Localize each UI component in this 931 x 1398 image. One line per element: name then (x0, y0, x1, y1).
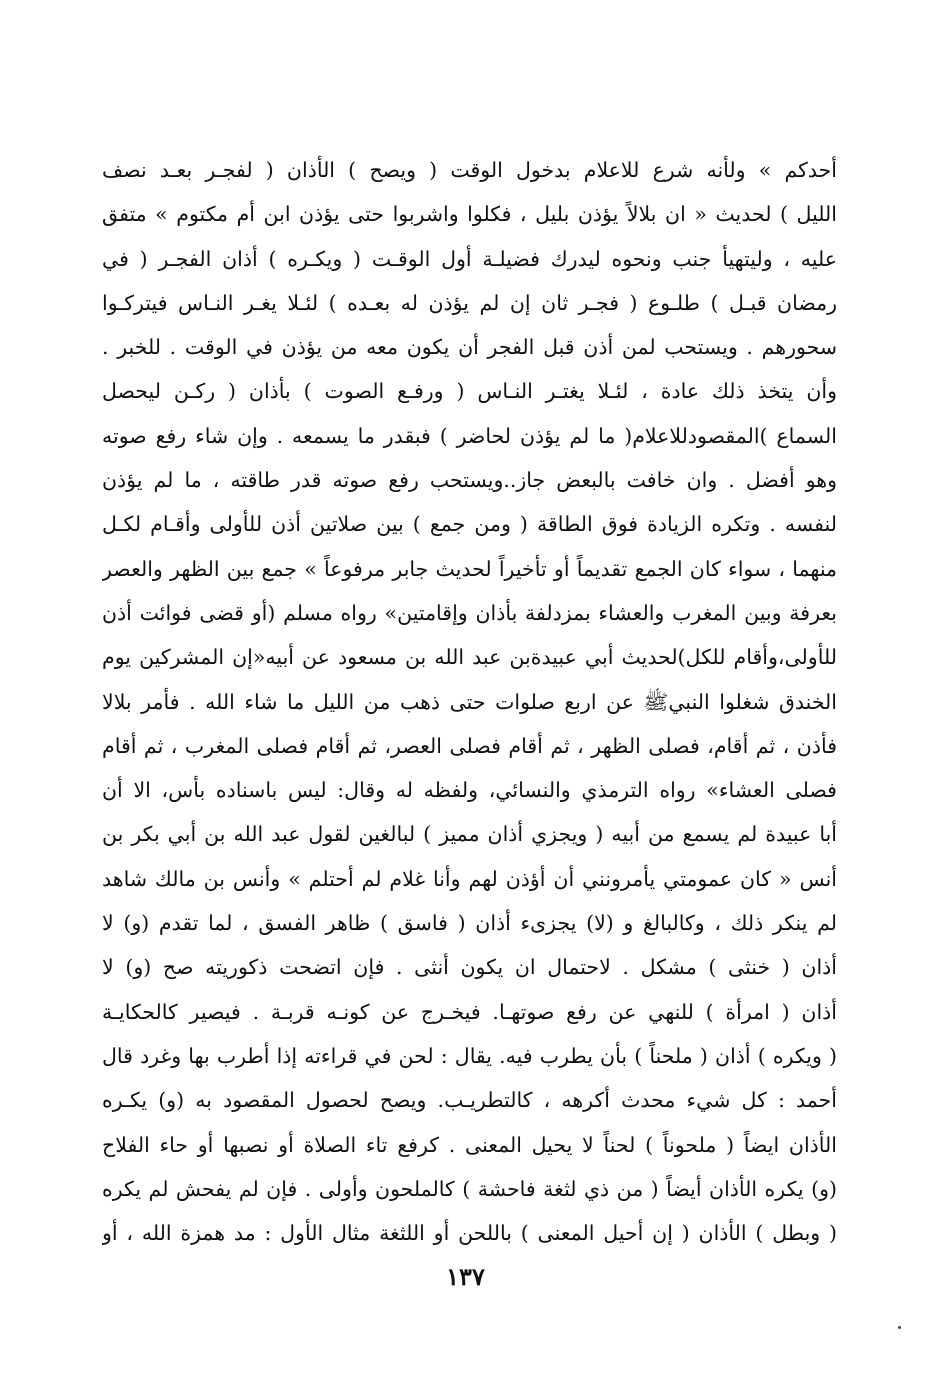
text-line: فصلى العشاء» رواه الترمذي والنسائي، ولفظه له وقال: ليس باسناده بأس، الا أن (102, 778, 837, 803)
text-line: وأن يتخذ ذلك عادة ، لئـلا يغتـر النـاس ( ورفـع الصوت ) بأذان ( ركـن ليحصل (102, 379, 837, 404)
text-line: ( ويكره ) أذان ( ملحناً ) بأن يطرب فيه. يقال : لحن في قراءته إذا أطرب بها وغرد قال (102, 1043, 837, 1068)
text-line: ( وبطل ) الأذان ( إن أحيل المعنى ) باللحن أو اللثغة مثال الأول : مد همزة الله ، أو (102, 1221, 837, 1246)
text-line: منهما ، سواء كان الجمع تقديماً أو تأخيراً لحديث جابر مرفوعاً » جمع بين الظهر والعصر (102, 556, 837, 581)
text-line: فأذن ، ثم أقام، فصلى الظهر ، ثم أقام فصلى العصر، ثم أقام فصلى المغرب ، ثم أقام (102, 733, 837, 758)
text-line: (و) يكره الأذان أيضاً ( من ذي لثغة فاحشة ) كالملحون وأولى . فإن لم يفحش لم يكره (102, 1176, 837, 1201)
text-line: رمضان قبـل ) طلـوع ( فجـر ثان إن لم يؤذن له بعـده ) لئـلا يغـر النـاس فيتركـوا (102, 290, 837, 315)
text-line: أنس « كان عمومتي يأمرونني أن أؤذن لهم وأنا غلام لم أحتلم » وأنس بن مالك شاهد (102, 866, 837, 891)
text-line: لم ينكر ذلك ، وكالبالغ و (لا) يجزىء أذان ( فاسق ) ظاهر الفسق ، لما تقدم (و) لا (102, 911, 837, 936)
text-line: بعرفة وبين المغرب والعشاء بمزدلفة بأذان وإقامتين» رواه مسلم (أو قضى فوائت أذن (102, 600, 837, 625)
text-line: أذان ( امرأة ) للنهي عن رفع صوتهـا. فيخـرج عن كونـه قربـة . فيصير كالحكايـة (102, 999, 837, 1024)
text-line: الليل ) لحديث « ان بلالاً يؤذن بليل ، فكلوا واشربوا حتى يؤذن ابن أم مكتوم » متفق (102, 202, 837, 227)
text-line: أذان ( خنثى ) مشكل . لاحتمال ان يكون أنثى . فإن اتضحت ذكوريته صح (و) لا (102, 955, 837, 980)
text-line: عليه ، وليتهيأ جنب ونحوه ليدرك فضيلـة أول الوقـت ( ويكـره ) أذان الفجـر ( في (102, 246, 837, 271)
scan-speck (898, 1326, 901, 1329)
text-line: وهو أفضل . وان خافت بالبعض جاز..ويستحب رفع صوته قدر طاقته ، ما لم يؤذن (102, 468, 837, 493)
text-line: الأذان ايضاً ( ملحوناً ) لحناً لا يحيل المعنى . كرفع تاء الصلاة أو نصبها أو حاء الفلاح (102, 1132, 837, 1157)
text-line: لنفسه . وتكره الزيادة فوق الطاقة ( ومن جمع ) بين صلاتين أذن للأولى وأقـام لكـل (102, 512, 837, 537)
text-line: السماع )المقصودللاعلام( ما لم يؤذن لحاضر ) فبقدر ما يسمعه . وإن شاء رفع صوته (102, 423, 837, 448)
text-line: أبا عبيدة لم يسمع من أبيه ( ويجزي أذان مميز ) لبالغين لقول عبد الله بن أبي بكر بن (102, 822, 837, 847)
text-line: أحدكم » ولأنه شرع للاعلام بدخول الوقت ( ويصح ) الأذان ( لفجـر بعـد نصف (102, 158, 837, 182)
text-line: الخندق شغلوا النبيﷺ عن اربع صلوات حتى ذهب من الليل ما شاء الله . فأمر بلالا (102, 689, 837, 714)
text-line: أحمد : كل شيء محدث أكرهه ، كالتطريـب. ويصح لحصول المقصود به (و) يكـره (102, 1088, 837, 1113)
text-line: سحورهم . ويستحب لمن أذن قبل الفجر أن يكون معه من يؤذن في الوقت . للخبر . (102, 335, 837, 360)
page-number: ١٣٧ (446, 1262, 485, 1291)
text-line: للأولى،وأقام للكل)لحديث أبي عبيدةبن عبد الله بن مسعود عن أبيه«إن المشركين يوم (102, 645, 837, 670)
page-body-text (102, 148, 837, 1255)
